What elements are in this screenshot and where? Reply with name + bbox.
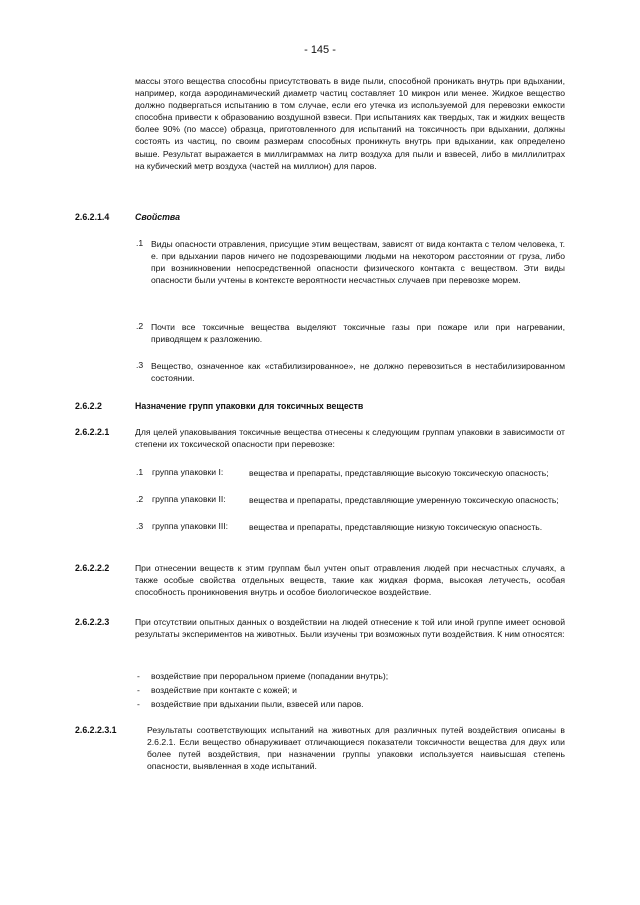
packing-group-number: .2 [136, 494, 144, 504]
bullet-item: воздействие при контакте с кожей; и [151, 685, 297, 695]
list-item-text: Почти все токсичные вещества выделяют токсичные газы при пожаре или при нагревании, приводящем к разложению. [151, 322, 565, 345]
bullet-item: воздействие при пероральном приеме (попадании внутрь); [151, 671, 389, 681]
item-number: .3 [136, 360, 144, 370]
paragraph-2-6-2-2-3: При отсутствии опытных данных о воздействии на людей отнесение к той или иной группе имеет основой результаты экспериментов на животных. Были изучены три возможных пути воздействия. К ним относятся: [135, 617, 565, 640]
bullet-dash: - [137, 699, 140, 709]
packing-group-description: вещества и препараты, представляющие низкую токсическую опасность. [249, 522, 543, 532]
intro-paragraph: массы этого вещества способны присутствовать в виде пыли, способной проникать внутрь при вдыхании, например, когда аэродинамический диаметр частиц составляет 10 микрон или менее. Жидкое вещество должно подвергаться испытанию в том случае, если его утечка из используемой для перевозки емкости способна привести к образованию воздушной взвеси. При испытаниях как твердых, так и жидких веществ более 90% (по массе) образца, приготовленного для испытаний на токсичность при вдыхании, должны состоять из частиц, по своим размерам способных проникнуть внутрь при вдыхании, как определено выше. Результат выражается в миллиграммах на литр воздуха для пыли и взвесей, либо в миллилитрах на кубический метр воздуха (частей на миллион) для паров. [135, 76, 565, 171]
packing-group-description: вещества и препараты, представляющие умеренную токсическую опасность; [249, 495, 559, 505]
paragraph-2-6-2-2-3-1: Результаты соответствующих испытаний на животных для различных путей воздействия описаны в 2.6.2.1. Если вещество обнаруживает отличающиеся показатели токсичности вещества для двух или более путей воздействия, при назначении группы упаковки используется наивысшая степень опасности, выявленная в ходе испытаний. [147, 725, 565, 772]
section-number-2-6-2-2-3: 2.6.2.2.3 [75, 617, 110, 627]
page-number: - 145 - [304, 44, 336, 56]
packing-group-number: .3 [136, 521, 144, 531]
packing-group-label: группа упаковки I: [152, 467, 224, 477]
list-item-text: Вещество, означенное как «стабилизированное», не должно перевозиться в нестабилизированном состоянии. [151, 361, 565, 384]
packing-group-number: .1 [136, 467, 144, 477]
section-number-2-6-2-2-2: 2.6.2.2.2 [75, 563, 110, 573]
packing-group-label: группа упаковки II: [152, 494, 226, 504]
section-number-2-6-2-1-4: 2.6.2.1.4 [75, 212, 110, 222]
bullet-dash: - [137, 671, 140, 681]
paragraph-2-6-2-2-2: При отнесении веществ к этим группам был учтен опыт отравления людей при несчастных случаях, а также особые свойства отдельных веществ, такие как жидкая форма, высокая летучесть, особая способность проникновения внутрь и особое биологическое воздействие. [135, 563, 565, 598]
bullet-item: воздействие при вдыхании пыли, взвесей или паров. [151, 699, 364, 709]
item-number: .1 [136, 238, 144, 248]
packing-group-description: вещества и препараты, представляющие высокую токсическую опасность; [249, 468, 549, 478]
list-item-text: Виды опасности отравления, присущие этим веществам, зависят от вида контакта с телом человека, т. е. при вдыхании паров ничего не подозревающими людьми на некотором расстоянии от груза, либо при возникновении непосредственной опасности физического контакта с веществом. Эти виды опасности были учтены в контексте вероятности несчастных случаев при перевозке морем. [151, 239, 565, 286]
section-title-properties: Свойства [135, 212, 180, 222]
section-number-2-6-2-2-3-1: 2.6.2.2.3.1 [75, 725, 117, 735]
bullet-dash: - [137, 685, 140, 695]
section-title-packing-groups: Назначение групп упаковки для токсичных веществ [135, 401, 364, 411]
packing-group-label: группа упаковки III: [152, 521, 229, 531]
section-number-2-6-2-2: 2.6.2.2 [75, 401, 102, 411]
item-number: .2 [136, 321, 144, 331]
paragraph-2-6-2-2-1: Для целей упаковывания токсичные вещества отнесены к следующим группам упаковки в зависимости от степени их токсической опасности при перевозке: [135, 427, 565, 450]
section-number-2-6-2-2-1: 2.6.2.2.1 [75, 427, 110, 437]
